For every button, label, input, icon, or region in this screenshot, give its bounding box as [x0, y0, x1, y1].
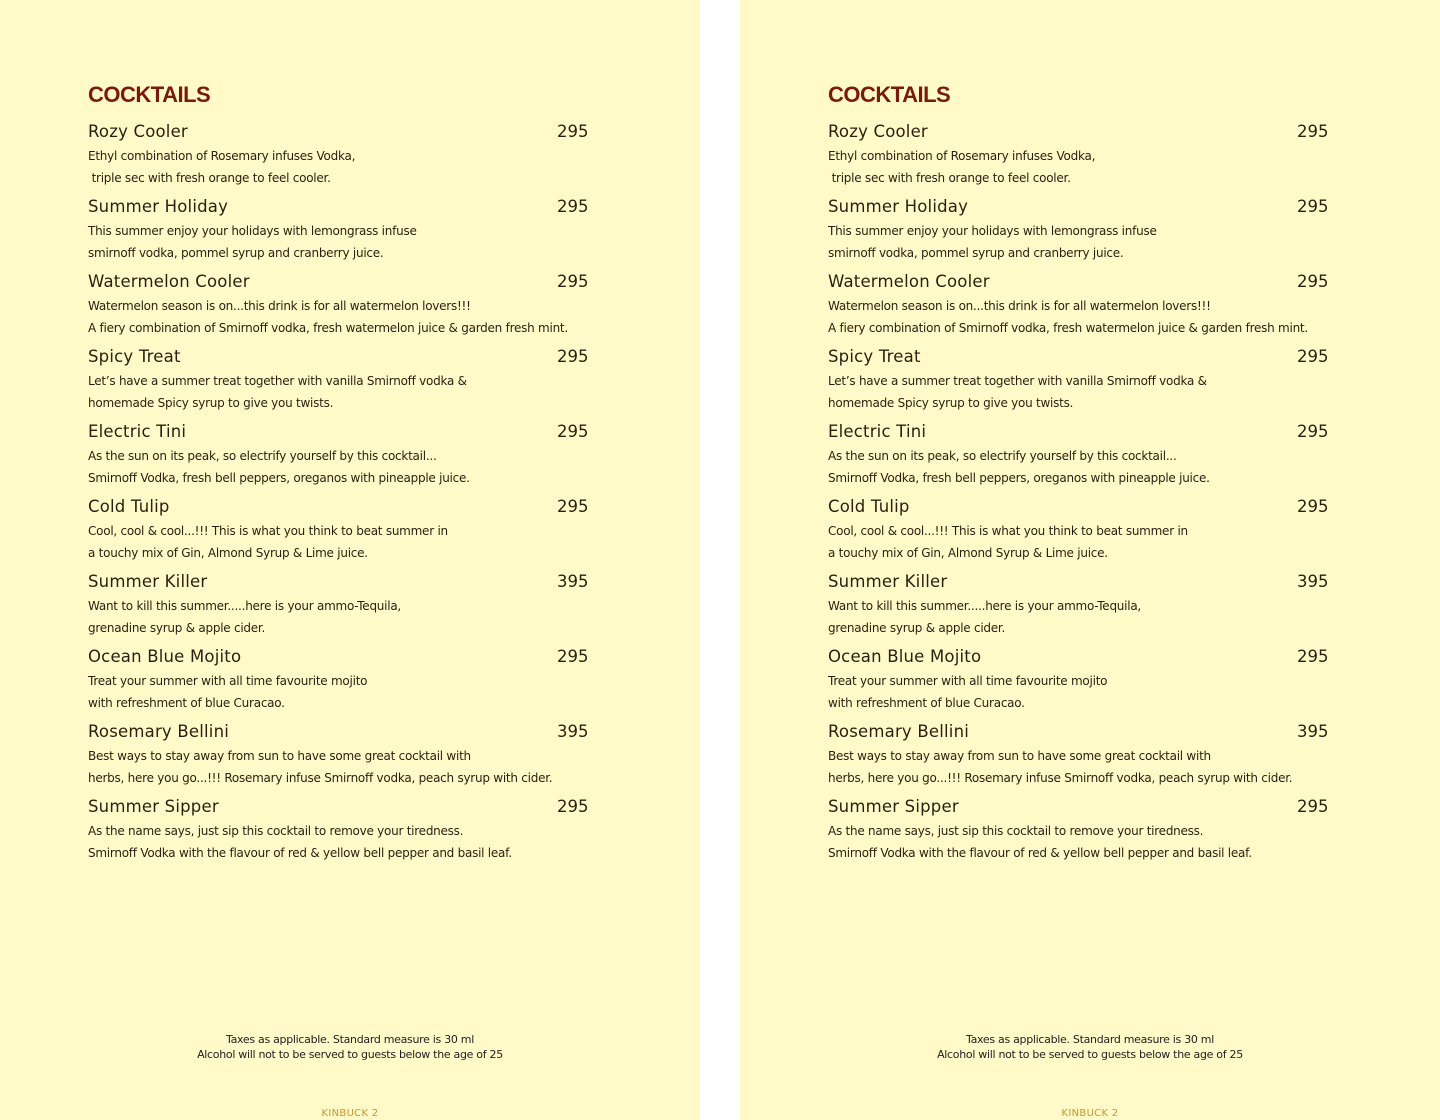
menu-item-description-line: homemade Spicy syrup to give you twists. [88, 396, 334, 410]
menu-item-header [88, 110, 588, 145]
menu-item-price: 295 [1297, 422, 1329, 441]
menu-item-description-line: triple sec with fresh orange to feel cooler. [88, 171, 331, 185]
menu-item [828, 260, 1328, 335]
menu-item-name: Rozy Cooler [828, 122, 928, 141]
menu-item-name: Electric Tini [828, 422, 927, 441]
menu-item-name: Rozy Cooler [88, 122, 188, 141]
section-heading: COCKTAILS [828, 82, 951, 107]
menu-item-description-line: Let’s have a summer treat together with vanilla Smirnoff vodka & [88, 374, 467, 388]
menu-item-name: Cold Tulip [828, 497, 910, 516]
menu-item-header [88, 710, 588, 745]
menu-item [88, 260, 588, 335]
menu-item-name: Ocean Blue Mojito [828, 647, 982, 666]
menu-item-description-line: a touchy mix of Gin, Almond Syrup & Lime juice. [88, 546, 368, 560]
menu-item-price: 395 [1297, 722, 1329, 741]
menu-item-header [88, 560, 588, 595]
menu-item-name: Summer Killer [828, 572, 948, 591]
footer-line: Alcohol will not to be served to guests below the age of 25 [197, 1048, 503, 1061]
page-label: KINBUCK 2 [1061, 1108, 1119, 1119]
footer-line: Alcohol will not to be served to guests below the age of 25 [937, 1048, 1243, 1061]
menu-item-price: 395 [557, 722, 589, 741]
menu-item-name: Cold Tulip [88, 497, 170, 516]
menu-item-description-line: smirnoff vodka, pommel syrup and cranberry juice. [88, 246, 384, 260]
menu-item-header [88, 485, 588, 520]
menu-item-description-line: Watermelon season is on...this drink is for all watermelon lovers!!! [88, 299, 471, 313]
menu-content [88, 80, 588, 860]
menu-item-name: Summer Sipper [88, 797, 219, 816]
menu-item [88, 110, 588, 185]
menu-item-price: 295 [557, 647, 589, 666]
menu-item [828, 410, 1328, 485]
menu-item-header [828, 110, 1328, 145]
menu-item-description-line: Watermelon season is on...this drink is for all watermelon lovers!!! [828, 299, 1211, 313]
menu-item-name: Rosemary Bellini [88, 722, 230, 741]
menu-item-header [88, 785, 588, 820]
menu-item-description-line: Ethyl combination of Rosemary infuses Vodka, [828, 149, 1096, 163]
menu-item-price: 295 [1297, 197, 1329, 216]
menu-item-price: 295 [557, 347, 589, 366]
menu-content [828, 80, 1328, 860]
menu-item [88, 560, 588, 635]
menu-item-description-line: Cool, cool & cool...!!! This is what you think to beat summer in [88, 524, 448, 538]
menu-item [828, 185, 1328, 260]
menu-item-description-line: As the name says, just sip this cocktail to remove your tiredness. [88, 824, 464, 838]
menu-item-name: Spicy Treat [828, 347, 921, 366]
menu-item-price: 295 [557, 122, 589, 141]
menu-item-price: 295 [557, 797, 589, 816]
menu-item-header [88, 635, 588, 670]
menu-item-price: 295 [1297, 347, 1329, 366]
menu-item-description-line: triple sec with fresh orange to feel cooler. [828, 171, 1071, 185]
menu-item-price: 295 [1297, 797, 1329, 816]
menu-item-name: Summer Holiday [828, 197, 969, 216]
menu-item-description-line: Ethyl combination of Rosemary infuses Vodka, [88, 149, 356, 163]
page-label: KINBUCK 2 [321, 1108, 379, 1119]
menu-item-description-line: Cool, cool & cool...!!! This is what you think to beat summer in [828, 524, 1188, 538]
menu-item [828, 635, 1328, 710]
menu-item-description-line: Treat your summer with all time favourite mojito [88, 674, 368, 688]
menu-item [828, 485, 1328, 560]
menu-item [88, 635, 588, 710]
menu-item [828, 710, 1328, 785]
menu-item [828, 335, 1328, 410]
menu-item-header [88, 335, 588, 370]
menu-item [828, 560, 1328, 635]
menu-item-description-line: a touchy mix of Gin, Almond Syrup & Lime juice. [828, 546, 1108, 560]
menu-item-description-line: grenadine syrup & apple cider. [828, 621, 1006, 635]
menu-item-price: 295 [1297, 647, 1329, 666]
menu-item-name: Ocean Blue Mojito [88, 647, 242, 666]
menu-item-header [828, 260, 1328, 295]
menu-item-description-line: Smirnoff Vodka, fresh bell peppers, oreganos with pineapple juice. [828, 471, 1210, 485]
menu-item-description-line: with refreshment of blue Curacao. [828, 696, 1025, 710]
menu-item-description-line: This summer enjoy your holidays with lemongrass infuse [88, 224, 417, 238]
menu-item [88, 710, 588, 785]
menu-item [88, 185, 588, 260]
menu-item-description-line: A fiery combination of Smirnoff vodka, fresh watermelon juice & garden fresh mint. [828, 321, 1308, 335]
menu-item-price: 295 [557, 497, 589, 516]
menu-item-description-line: herbs, here you go...!!! Rosemary infuse Smirnoff vodka, peach syrup with cider. [88, 771, 553, 785]
menu-item-header [88, 260, 588, 295]
menu-item-description-line: Want to kill this summer.....here is your ammo-Tequila, [828, 599, 1141, 613]
menu-item-description-line: Smirnoff Vodka with the flavour of red & yellow bell pepper and basil leaf. [88, 846, 512, 860]
menu-item-description-line: smirnoff vodka, pommel syrup and cranberry juice. [828, 246, 1124, 260]
menu-item-description-line: Let’s have a summer treat together with vanilla Smirnoff vodka & [828, 374, 1207, 388]
menu-item-description-line: homemade Spicy syrup to give you twists. [828, 396, 1074, 410]
menu-item [828, 110, 1328, 185]
menu-item-header [828, 635, 1328, 670]
menu-item-header [828, 185, 1328, 220]
menu-item-header [828, 560, 1328, 595]
menu-item-description-line: Best ways to stay away from sun to have some great cocktail with [828, 749, 1211, 763]
menu-item-list [828, 110, 1328, 860]
menu-item-price: 295 [557, 272, 589, 291]
menu-item-description-line: Treat your summer with all time favourite mojito [828, 674, 1108, 688]
menu-item-header [88, 410, 588, 445]
menu-item-description-line: Smirnoff Vodka with the flavour of red & yellow bell pepper and basil leaf. [828, 846, 1252, 860]
menu-item-price: 295 [1297, 497, 1329, 516]
menu-item-price: 295 [1297, 122, 1329, 141]
footer-line: Taxes as applicable. Standard measure is 30 ml [226, 1033, 474, 1046]
menu-item-description-line: herbs, here you go...!!! Rosemary infuse Smirnoff vodka, peach syrup with cider. [828, 771, 1293, 785]
menu-item-description-line: Best ways to stay away from sun to have some great cocktail with [88, 749, 471, 763]
menu-item [88, 335, 588, 410]
menu-item-name: Summer Killer [88, 572, 208, 591]
menu-item-header [828, 485, 1328, 520]
menu-item-description-line: As the name says, just sip this cocktail to remove your tiredness. [828, 824, 1204, 838]
menu-item-name: Summer Sipper [828, 797, 959, 816]
menu-item-header [828, 335, 1328, 370]
menu-item [828, 785, 1328, 860]
menu-item-name: Watermelon Cooler [828, 272, 990, 291]
menu-item-name: Rosemary Bellini [828, 722, 970, 741]
menu-item-header [828, 710, 1328, 745]
footer-note [0, 1032, 700, 1062]
menu-item [88, 785, 588, 860]
menu-item-description-line: with refreshment of blue Curacao. [88, 696, 285, 710]
menu-item-price: 295 [557, 422, 589, 441]
menu-item-description-line: As the sun on its peak, so electrify yourself by this cocktail... [88, 449, 437, 463]
menu-item [88, 485, 588, 560]
menu-item-description-line: As the sun on its peak, so electrify yourself by this cocktail... [828, 449, 1177, 463]
menu-item-name: Electric Tini [88, 422, 187, 441]
menu-item-name: Watermelon Cooler [88, 272, 250, 291]
menu-item-description-line: grenadine syrup & apple cider. [88, 621, 266, 635]
menu-item-price: 295 [1297, 272, 1329, 291]
footer-note [740, 1032, 1440, 1062]
menu-page-left [0, 0, 700, 1120]
menu-page-right [740, 0, 1440, 1120]
menu-item-name: Spicy Treat [88, 347, 181, 366]
menu-item [88, 410, 588, 485]
menu-item-description-line: This summer enjoy your holidays with lemongrass infuse [828, 224, 1157, 238]
section-heading: COCKTAILS [88, 82, 211, 107]
menu-item-price: 395 [557, 572, 589, 591]
menu-item-description-line: Smirnoff Vodka, fresh bell peppers, oreganos with pineapple juice. [88, 471, 470, 485]
menu-item-header [828, 785, 1328, 820]
menu-item-price: 295 [557, 197, 589, 216]
menu-item-header [88, 185, 588, 220]
menu-item-description-line: Want to kill this summer.....here is your ammo-Tequila, [88, 599, 401, 613]
menu-item-description-line: A fiery combination of Smirnoff vodka, fresh watermelon juice & garden fresh mint. [88, 321, 568, 335]
menu-item-list [88, 110, 588, 860]
menu-item-price: 395 [1297, 572, 1329, 591]
menu-item-name: Summer Holiday [88, 197, 229, 216]
menu-item-header [828, 410, 1328, 445]
footer-line: Taxes as applicable. Standard measure is 30 ml [966, 1033, 1214, 1046]
